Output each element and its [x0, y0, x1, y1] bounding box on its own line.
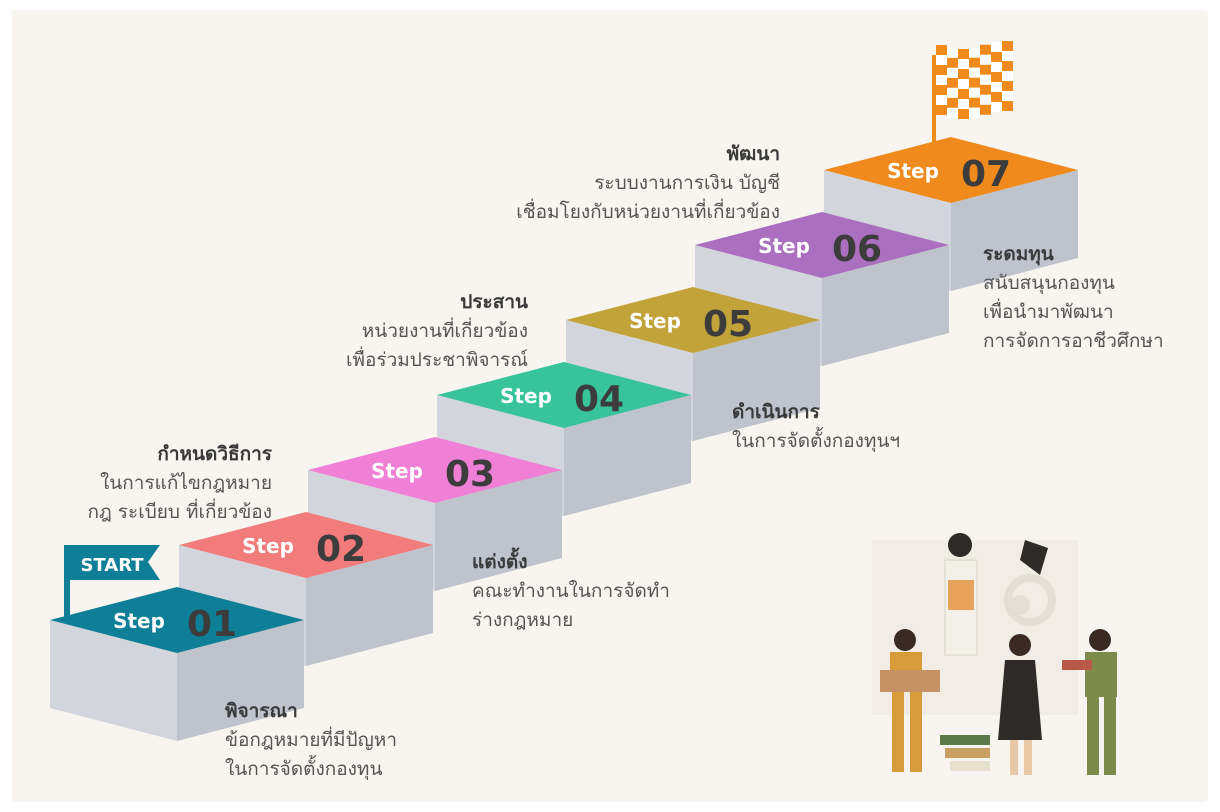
step-05-label: Step — [629, 309, 681, 333]
step-05-description — [732, 398, 900, 456]
step-06-line-3: การจัดการอาชีวศึกษา — [983, 330, 1164, 352]
checkered-finish-flag-icon — [932, 41, 1013, 145]
step-04-number: 04 — [573, 379, 625, 420]
step-05-line-1: ในการจัดตั้งกองทุนฯ — [732, 430, 901, 452]
step-03-line-2: กฎ ระเบียบ ที่เกี่ยวข้อง — [87, 501, 272, 523]
step-03-title: กำหนดวิธีการ — [157, 443, 272, 465]
step-02-title: แต่งตั้ง — [472, 551, 528, 573]
step-04-title: ประสาน — [460, 291, 528, 313]
step-06-number: 06 — [831, 229, 883, 270]
step-07-line-2: เชื่อมโยงกับหน่วยงานที่เกี่ยวข้อง — [516, 201, 780, 223]
step-03-description — [88, 440, 273, 527]
step-07-title: พัฒนา — [726, 143, 780, 165]
team-workers-illustration — [872, 533, 1117, 775]
step-06-description — [983, 240, 1164, 356]
step-06-label: Step — [758, 234, 810, 258]
step-03-number: 03 — [444, 454, 496, 495]
step-04-label: Step — [500, 384, 552, 408]
step-02-number: 02 — [315, 529, 367, 570]
step-07-number: 07 — [960, 154, 1012, 195]
step-02-line-2: ร่างกฎหมาย — [472, 609, 574, 631]
step-04-line-1: หน่วยงานที่เกี่ยวข้อง — [361, 320, 528, 342]
step-03-line-1: ในการแก้ไขกฎหมาย — [99, 472, 272, 494]
step-01-description — [225, 697, 397, 784]
step-07-line-1: ระบบงานการเงิน บัญชี — [594, 172, 780, 194]
step-04-line-2: เพื่อร่วมประชาพิจารณ์ — [345, 349, 528, 371]
step-07-label: Step — [887, 159, 939, 183]
step-01-title: พิจารณา — [225, 700, 298, 722]
start-label: START — [80, 555, 144, 576]
step-01-line-1: ข้อกฎหมายที่มีปัญหา — [225, 729, 398, 751]
step-06-title: ระดมทุน — [983, 243, 1054, 265]
step-02-label: Step — [242, 534, 294, 558]
step-06-line-2: เพื่อนำมาพัฒนา — [983, 301, 1114, 323]
step-05-title: ดำเนินการ — [732, 401, 820, 423]
step-07-description — [516, 140, 780, 227]
step-01-label: Step — [113, 609, 165, 633]
step-02-description — [472, 548, 670, 635]
step-03-label: Step — [371, 459, 423, 483]
step-04-description — [346, 288, 528, 375]
step-01-line-2: ในการจัดตั้งกองทุน — [225, 758, 383, 780]
step-06-line-1: สนับสนุนกองทุน — [983, 272, 1115, 294]
step-01-number: 01 — [186, 604, 238, 645]
step-05-number: 05 — [702, 304, 754, 345]
step-02-line-1: คณะทำงานในการจัดทำ — [472, 580, 670, 602]
